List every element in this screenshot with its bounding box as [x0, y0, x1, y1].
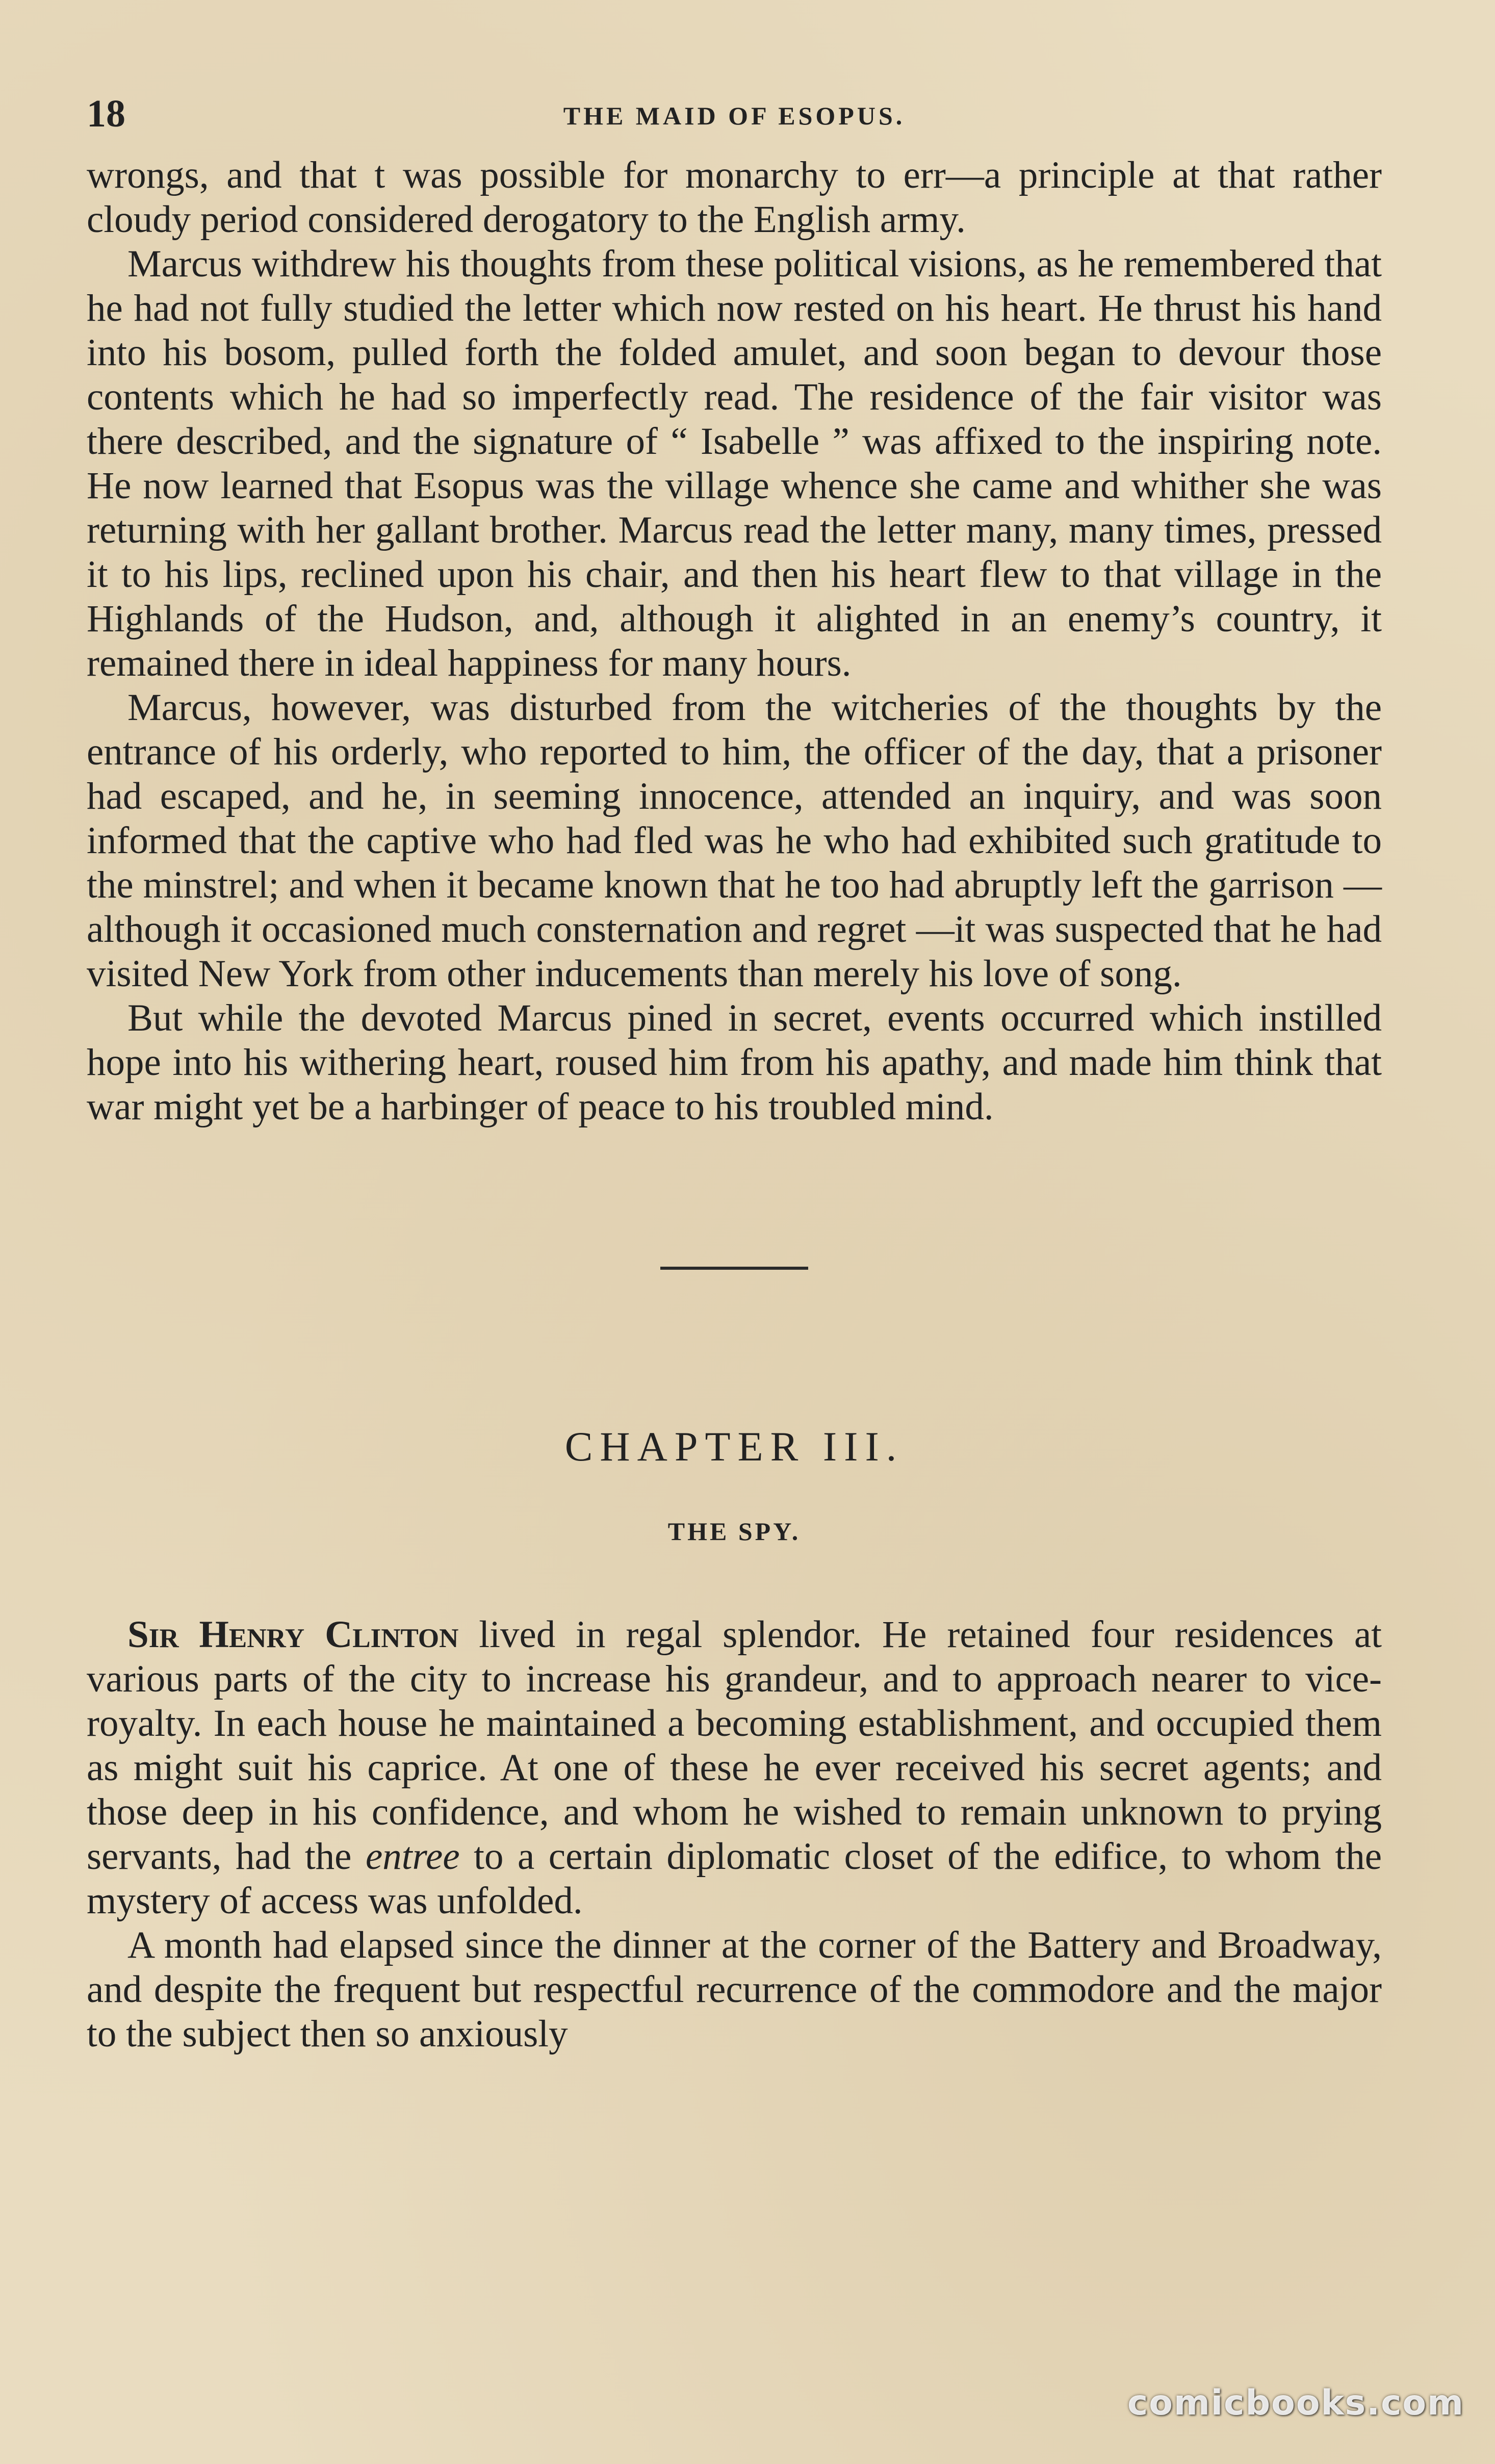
- running-title: THE MAID OF ESOPUS.: [563, 101, 906, 130]
- paragraph-continued: wrongs, and that t was possible for monarchy to err—a principle at that rather cloudy period considered derogatory to the English army.: [87, 154, 1382, 241]
- paragraph-text: lived in regal splendor. He retained four residences at various parts of the city to increase his grandeur, and to approach nearer to vice-royalty. In each house he maintained a becoming establishment, and occupied them as might suit his caprice. At one of these he ever received his secret agents; and those deep in his confidence, and whom he wished to remain unknown to prying servants, had the: [87, 1613, 1382, 1878]
- paragraph: Marcus withdrew his thoughts from these political visions, as he remembered that he had not fully studied the letter which now rested on his heart. He thrust his hand into his bosom, pulled forth the folded amulet, and soon began to devour those contents which he had so imperfectly read. The residence of the fair visitor was there described, and the signature of “ Isabelle ” was affixed to the inspiring note. He now learned that Esopus was the village whence she came and whither she was returning with her gallant brother. Marcus read the letter many, many times, pressed it to his lips, reclined upon his chair, and then his heart flew to that village in the Highlands of the Hudson, and, although it alighted in an enemy’s country, it remained there in ideal happiness for many hours.: [87, 243, 1382, 684]
- book-page: [87, 92, 1382, 2417]
- watermark-logo: comicbooks.com: [1127, 2383, 1464, 2423]
- section-divider-rule: [660, 1267, 808, 1270]
- opening-name-smallcaps: Sir Henry Clinton: [127, 1613, 459, 1656]
- paragraph: Marcus, however, was disturbed from the witcheries of the thoughts by the entrance of his orderly, who reported to him, the officer of the day, that a prisoner had escaped, and he, in seeming innocence, attended an inquiry, and was soon informed that the captive who had fled was he who had exhibited such gratitude to the minstrel; and when it became known that he too had abruptly left the garrison — although it occasioned much consternation and regret —it was suspected that he had visited New York from other inducements than merely his love of song.: [87, 686, 1382, 995]
- paragraph: But while the devoted Marcus pined in secret, events occurred which instilled hope into his withering heart, roused him from his apathy, and made him think that war might yet be a harbinger of peace to his troubled mind.: [87, 997, 1382, 1128]
- running-head: [87, 92, 1382, 153]
- paragraph-text: to a certain diplomatic closet of the edifice, to whom the mystery of access was unfolded.: [87, 1835, 1382, 1922]
- chapter-heading: CHAPTER III.: [564, 1423, 904, 1470]
- chapter-first-paragraph: [87, 1612, 1382, 1923]
- paragraph: A month had elapsed since the dinner at the corner of the Battery and Broadway, and despite the frequent but respectful recurrence of the commodore and the major to the subject then so anxiously: [87, 1924, 1382, 2055]
- page-number: 18: [87, 92, 125, 135]
- italic-word: entree: [366, 1835, 460, 1878]
- chapter-subtitle: THE SPY.: [667, 1517, 801, 1546]
